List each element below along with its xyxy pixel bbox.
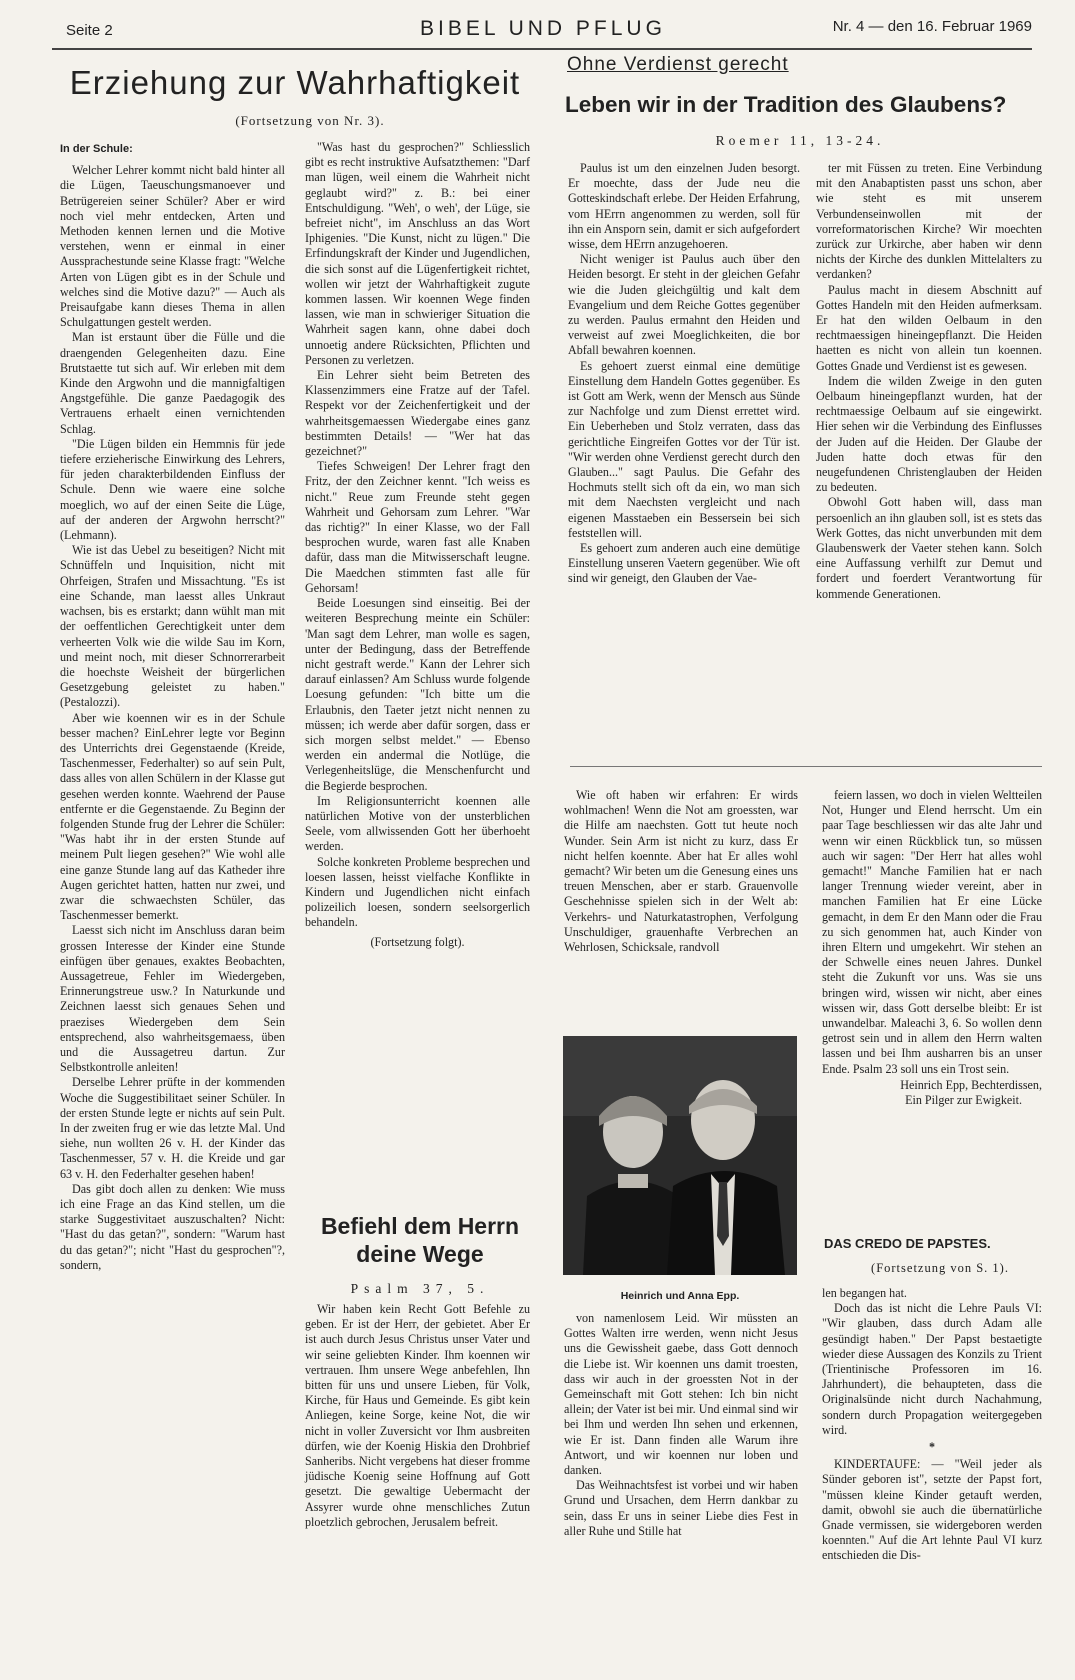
paragraph: Obwohl Gott haben will, dass man persoenlich an ihn glauben soll, ist es stets das Werk Gottes, das nicht unverbunden mit dem Glaubenswerk der Vaeter stehen kann. Solch eine Auffassung verhilft zur Demut und fordert und foerdert Verantwortung für kommende Generationen. bbox=[816, 495, 1042, 601]
paragraph: ter mit Füssen zu treten. Eine Verbindung mit den Anabaptisten passt uns schon, aber wie steht es mit unserem Verbundenseinwollen mit der vorreformatorischen Kirche? Wir moechten zurück zur Urkirche, aber haben wir denn nichts der Kirche des dunklen Mittelalters zu verdanken? bbox=[816, 161, 1042, 282]
article4-body bbox=[822, 1286, 1042, 1564]
paragraph: "Was hast du gesprochen?" Schliesslich gibt es recht instruktive Aufsatzthemen: "Darf man lügen, weil einem die Wahrheit nicht geglaubt wird?" z. B.: bei einer Entschuldigung. "Weh', o weh', der Lüge, sie befreiet nicht", im Anschluss an das Wort Iphigenies. "Die Kunst, nicht zu lügen." Die Erfindungskraft der Kinder und Jugendlichen, die sich sonst auf die Lügenfertigkeit richtet, wollen wir jetzt der Wahrhaftigkeit zugute kommen lassen. Wir koennen Wege finden lassen, wie man in schwieriger Situation die Wahrheit sagen kann, ohne dabei doch unnoetig andere Rücksichten, Pflichten und Personen zu verletzen. bbox=[305, 140, 530, 367]
paragraph: Tiefes Schweigen! Der Lehrer fragt den Fritz, der den Zeichner kennt. "Ich weiss es nicht." Reue zum Freunde steht gegen Wahrheit und Gehorsam zum Lehrer. "War das richtig?" In einer Klasse, wo der Fall besprochen wurde, waren fast alle Knaben dafür, dass man die Mitwisserschaft leugne. Die Maedchen stimmten fast alle für Gehorsam! bbox=[305, 459, 530, 595]
paragraph: Beide Loesungen sind einseitig. Bei der weiteren Besprechung meinte ein Schüler: 'Man sagt dem Lehrer, man wolle es sagen, unter der Bedingung, dass der Betreffende nicht gestraft werde." Kann der Lehrer sich darauf einlassen? Am Schluss wurde folgende Loesung gefunden: "Ich bitte um die Erlaubnis, den Taeter jetzt nicht nennen zu müssen; ich werde aber dafür sorgen, dass er sich morgen selbst meldet." — Ebenso werden ein andermal die Notlüge, die Verlegenheitslüge, die Menschenfurcht und die Begierde besprochen. bbox=[305, 596, 530, 793]
paragraph: Paulus macht in diesem Abschnitt auf Gottes Handeln mit den Heiden aufmerksam. Er hat den wilden Oelbaum in den rechtmaessigen hineingepflanzt. Die Heiden haetten es nicht von allein tun koennen. Gottes Gnade und Verdienst ist es gewesen. bbox=[816, 282, 1042, 373]
page-number: Seite 2 bbox=[66, 22, 113, 39]
photo-caption: Heinrich und Anna Epp. bbox=[620, 1290, 740, 1302]
article4-title: DAS CREDO DE PAPSTES. bbox=[824, 1236, 991, 1251]
paragraph: Wie ist das Uebel zu beseitigen? Nicht mit Schnüffeln und Inquisition, nicht mit Ohrfeigen, Strafen und Missachtung. "Es ist eine Schande, man laesst alles Unkraut wachsen, bis es erstarkt; dann wühlt man mit der oeffentlichen Gerechtigkeit unter dem verheerten Volk wie die wilde Sau im Korn, und meint noch, mit dieser Schnorrerarbeit die hoechste Weisheit der bürgerlichen Gesetzgebung geleistet zu haben." (Pestalozzi). bbox=[60, 543, 285, 710]
paragraph: Welcher Lehrer kommt nicht bald hinter all die Lügen, Taeuschungsmanoever und Betrügereien seiner Schüler? Aber er wird noch viel mehr entdecken, Arten und Methoden kennen lernen und die Motive verstehen, wenn er einmal in einer Aussprachestunde seine Klasse fragt: "Welche Arten von Lügen gibt es in der Schule und welches sind die Motive dazu?" — Auch als Preisaufgabe kann dieses Thema in allen Schulgattungen gestelt werden. bbox=[60, 163, 285, 330]
article3-column-b-top bbox=[564, 788, 798, 955]
paragraph: Doch das ist nicht die Lehre Pauls VI: "Wir glauben, dass durch Adam alle gesündigt haben." Der Papst bestaetigte wieder diese Aussagen des Konzils zu Trient (Trientinische Professoren im 16. Jahrhundert), die behaupteten, dass die Originalsünde nicht durch Nachahmung, sondern durch Propagation weitergegeben wird. bbox=[822, 1301, 1042, 1437]
portrait-image bbox=[563, 1036, 797, 1275]
separator-star: * bbox=[928, 1440, 936, 1455]
article3-column-a bbox=[305, 1302, 530, 1530]
paragraph: Man ist erstaunt über die Fülle und die draengenden Gelegenheiten dazu. Eine Brutstaette tut sich auf. Wir erleben mit dem Kinde den Argwohn und die mannigfaltigen Angstgefühle. Die ganze Paedagogik des Vertrauens erhaelt einen vernichtenden Schlag. bbox=[60, 330, 285, 436]
paragraph: Aber wie koennen wir es in der Schule besser machen? EinLehrer legte vor Beginn des Unterrichts drei Gegenstaende (Kreide, Taschenmesser, Federhalter) so auf sein Pult, dass alles von allen Schülern in der Klasse gut gesehen werden konnte. Waehrend der Pause entfernte er die Gegenstaende. Zu Beginn der folgenden Stunde frug der Lehrer die Schüler: "Was habt ihr in der ersten Stunde auf meinem Pult liegen gesehen?" Wie wohl alle eine ganze Stunde lang auf das Katheder ihre Augen gerichtet hatten, hatten nur zwei, und zwar die schwaechsten Schüler, das Taschenmesser bemerkt. bbox=[60, 710, 285, 923]
article1-closing: (Fortsetzung folgt). bbox=[370, 934, 465, 949]
paragraph: Es gehoert zum anderen auch eine demütige Einstellung unseren Vaetern gegenüber. Wie oft sind wir geneigt, den Glauben der Vae- bbox=[568, 541, 800, 586]
article3-column-b-bottom bbox=[564, 1311, 798, 1539]
article2-reference: Roemer 11, 13-24. bbox=[715, 133, 885, 148]
paragraph: Solche konkreten Probleme besprechen und loesen lassen, heisst vielfache Konflikte in Kindern und Jugendlichen nicht einfach polizeilich loesen, sondern seelsorgerlich behandeln. bbox=[305, 854, 530, 930]
article1-column-2 bbox=[305, 140, 530, 950]
page-header bbox=[52, 12, 1032, 50]
paragraph: "Die Lügen bilden ein Hemmnis für jede tiefere erzieherische Einwirkung des Lehrers, für jeden charakterbildenden Einfluss der Schule. Denn wie waere eine solche moeglich, wo auf der einen Seite die Lüge, auf der anderen der Argwohn herrscht?" (Lehmann). bbox=[60, 436, 285, 543]
article1-title: Erziehung zur Wahrhaftigkeit bbox=[69, 64, 521, 101]
masthead: BIBEL UND PFLUG bbox=[420, 17, 666, 40]
paragraph: Wie oft haben wir erfahren: Er wirds wohlmachen! Wenn die Not am groessten, war die Hilfe am naechsten. Gott tut heute noch Wunder. Sein Arm ist nicht zu kurz, dass Er nicht helfen koennte. Aber hat Er alles wohl gemacht? Wir beten um die Genesung eines uns treuen Menschen, aber er starb. Grauenvolle Geschehnisse spielen sich in der Welt ab: Verkehrs- und Naturkatastrophen, Verfolgung Unschuldiger, grauenhafte Verbrechen an Wehrlosen, Schicksale, randvoll bbox=[564, 788, 798, 955]
paragraph: Im Religionsunterricht koennen alle natürlichen Motive von der unsterblichen Seele, vom allwissenden Gott her überhoeht werden. bbox=[305, 793, 530, 854]
article3-title: Befiehl dem Herrn deine Wege bbox=[320, 1213, 520, 1267]
article3-reference: Psalm 37, 5. bbox=[350, 1281, 490, 1296]
portrait-photo bbox=[563, 1036, 797, 1275]
article2-column-1 bbox=[568, 161, 800, 587]
article1-section-label: In der Schule: bbox=[60, 143, 133, 155]
article4-continuation: (Fortsetzung von S. 1). bbox=[871, 1261, 1009, 1275]
signature-line-1: Heinrich Epp, Bechterdissen, bbox=[900, 1077, 1042, 1092]
paragraph: Wir haben kein Recht Gott Befehle zu geben. Er ist der Herr, der gebietet. Aber Er ist auch durch Jesus Christus unser Vater und wir seine geliebten Kinder. Ihm koennen wir vertrauen. Ihm unsere Wege anbefehlen, Ihn bitten für uns und unsere Lieben, für Volk, Kirche, für Haus und Gemeinde. Es gibt kein Anliegen, keine Sorge, keine Not, die wir nicht in voller Zuversicht vor Ihm ausbreiten dürfen, wie der Koenig Hiskia den Drohbrief Sanheribs. Nicht vergebens hat dieser fromme jüdische Koenig seine Hoffnung auf Gott gesetzt. Die gewaltige Uebermacht der Assyrer wurde ohne menschliches Zutun ploetzlich gebrochen, Jerusalem befreit. bbox=[305, 1302, 530, 1529]
paragraph: Das gibt doch allen zu denken: Wie muss ich eine Frage an das Kind stellen, um die starke Suggestivitaet auszuschalten? Nicht: "Hast du das getan?", sondern: "Warum hast du das getan?"; nicht "Hast du gesprochen"?, sondern, bbox=[60, 1181, 285, 1272]
signature-line-2: Ein Pilger zur Ewigkeit. bbox=[905, 1093, 1022, 1108]
article2-title: Leben wir in der Tradition des Glaubens? bbox=[565, 92, 1007, 117]
paragraph: Indem die wilden Zweige in den guten Oelbaum hineingepflanzt wurden, hat der rechtmaessige Oelbaum auf sie eingewirkt. Hier sehen wir die Verbindung des Einflusses der Juden auf die Heiden. Der Glaube der Juden hatte doch etwas für den neugefundenen Christenglauben der Heiden zu bedeuten. bbox=[816, 373, 1042, 495]
paragraph: Ein Lehrer sieht beim Betreten des Klassenzimmers eine Fratze auf der Tafel. Respekt vor der Zeichenfertigkeit und der wahrheitsgemaessen Wiedergabe eines ganz bestimmten Details! — "Wer hat das gezeichnet?" bbox=[305, 368, 530, 459]
paragraph: Derselbe Lehrer prüfte in der kommenden Woche die Suggestibilitaet seiner Schüler. In der ersten Stunde legte er nichts auf sein Pult. In der zweiten frug er wie das letzte Mal. Und siehe, nun wollten 26 v. H. der Kinder das Taschenmesser, 57 v. H. die Kreide und gar 63 v. H. den Federhalter gesehen haben! bbox=[60, 1075, 285, 1181]
paragraph: Das Weihnachtsfest ist vorbei und wir haben Grund und Ursachen, dem Herrn dankbar zu sein, dass Er uns in seiner Liebe dies Fest in aller Ruhe und Stille hat bbox=[564, 1478, 798, 1538]
article2-kicker: Ohne Verdienst gerecht bbox=[567, 54, 789, 75]
paragraph: feiern lassen, wo doch in vielen Weltteilen Not, Hunger und Elend herrscht. Um ein paar Tage beschliessen wir das alte Jahr und wenn wir einen Rückblick tun, so müssen auch wir sagen: "Der Herr hat alles wohl gemacht!" Manche Familien hat er nach langer Trennung wieder vereint, aber in manchen Familien hat Er eine Lücke gemacht, in dem Er den Mann oder die Frau zu sich genommen hat, auch Kinder von ihren Eltern und umgekehrt. Wir stehen an der Schwelle eines neuen Jahres. Dunkel steht die Zukunft vor uns. Was sie uns bringen wird, wissen wir nicht, aber eines wissen wir, dass Gott derselbe bleibt: Er ist unwandelbar. Maleachi 3, 6. So wollen denn getrost sein und in allem den Herrn walten lassen und bei Ihm ausharren bis an unser Ende. Psalm 23 soll uns ein Trost sein. bbox=[822, 788, 1042, 1076]
article1-column-1 bbox=[60, 142, 285, 1273]
paragraph: Es gehoert zuerst einmal eine demütige Einstellung dem Handeln Gottes gegenüber. Es ist Gott am Werk, wenn der Mensch aus Sünde zur Nachfolge und zum Dienst errettet wird. Ein Ueberheben und Stolz verraten, dass das gerichtliche Eingreifen Gottes vor der Tür ist. "Wir werden ohne Verdienst gerecht durch den Glauben..." sagt Paulus. Die Gefahr des Hochmuts stellt sich oft da ein, wo man sich mit dem Naechsten vergleicht und nach eigenen Masstaeben ein Bessersein bei sich feststellen will. bbox=[568, 358, 800, 540]
article2-column-2 bbox=[816, 161, 1042, 602]
paragraph: KINDERTAUFE: — "Weil jeder als Sünder geboren ist", setzte der Papst fort, "müssen kleine Kinder getauft werden, damit, obwohl sie auch die übernatürliche Gnade vermissen, sie widergeboren werden koennten." Auf die Art lehnte Paul VI kurz entschieden die Dis- bbox=[822, 1457, 1042, 1563]
issue-date: Nr. 4 — den 16. Februar 1969 bbox=[832, 18, 1032, 35]
paragraph: len begangen hat. bbox=[822, 1286, 907, 1300]
paragraph: Nicht weniger ist Paulus auch über den Heiden besorgt. Er steht in der gleichen Gefahr wie die Juden gleichgültig und kalt dem Evangelium und dem Reiche Gottes gegenüber zu werden. Paulus ermahnt den Heiden und verweist auf zwei Moeglichkeiten, die bor Abfall bewahren koennen. bbox=[568, 252, 800, 358]
article3-column-c bbox=[822, 788, 1042, 1108]
article1-continuation: (Fortsetzung von Nr. 3). bbox=[235, 113, 385, 128]
section-divider bbox=[570, 766, 1042, 767]
paragraph: Paulus ist um den einzelnen Juden besorgt. Er moechte, dass der Jude neu die Gotteskindschaft erlebe. Der Heiden Erfahrung, vom HErrn angenommen zu werden, soll für ihn ein Ansporn sein, damit er sich aufgefordert wisse, dem HErrn anzugehoeren. bbox=[568, 161, 800, 252]
paragraph: von namenlosem Leid. Wir müssten an Gottes Walten irre werden, wenn nicht Jesus uns die Gewissheit gaebe, dass Gott dennoch die Liebe ist. Wir koennen uns damit troesten, dass wir auch in der groessten Not in der Gemeinschaft mit Gott stehen: Ich bin nicht allein; der Vater ist bei mir. Und einmal sind wir bei Ihm und werden Ihn sehen und erkennen, wie Er ist. Dann finden alle Warum ihre Antwort, und wir koennen nur loben und danken. bbox=[564, 1311, 798, 1478]
paragraph: Laesst sich nicht im Anschluss daran beim grossen Interesse der Kinder eine Stunde einfügen über genaues, exaktes Beobachten, Aussagetreue, Fehler im Wiedergeben, Erinnerungstreue usw.? In Naturkunde und Zeichnen laesst sich genaues Sehen und praezises Wiedergeben dem Sein entsprechend, also wahrheitsgemaess, üben und die Aussagetreu dartun. Zur Selbstkontrolle anleiten! bbox=[60, 923, 285, 1075]
